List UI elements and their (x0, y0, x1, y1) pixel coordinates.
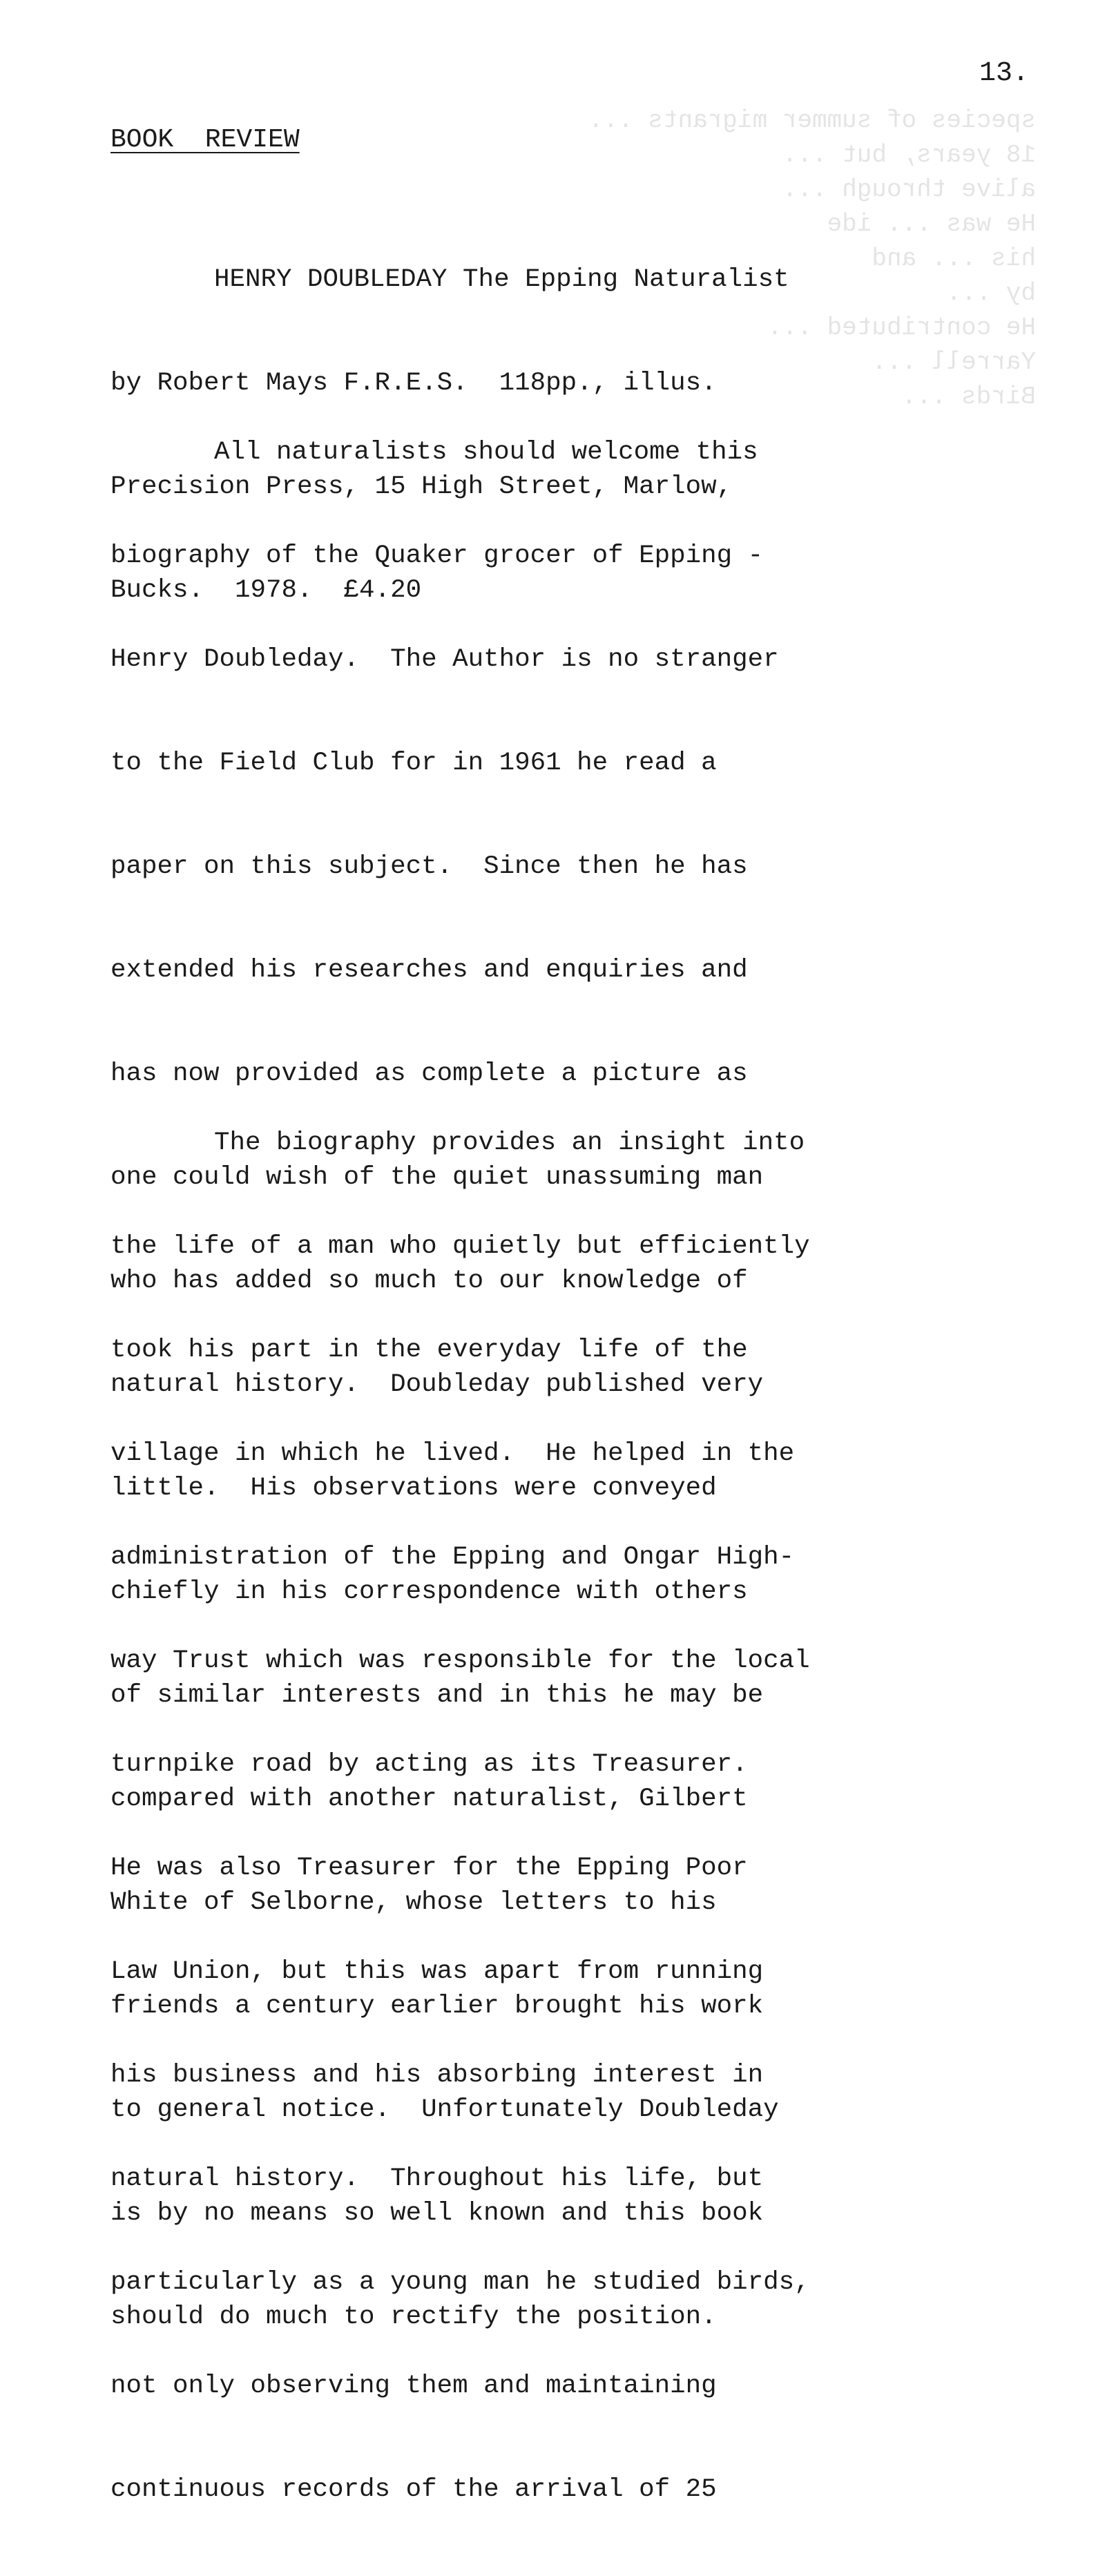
paragraph-line: friends a century earlier brought his work (110, 1992, 764, 2021)
citation-line: by Robert Mays F.R.E.S. 118pp., illus. (110, 369, 717, 398)
paragraph-line: chiefly in his correspondence with others (110, 1577, 748, 1606)
paragraph-line: who has added so much to our knowledge of (110, 1267, 748, 1296)
citation-line: Precision Press, 15 High Street, Marlow, (110, 472, 733, 501)
citation-line: Bucks. 1978. £4.20 (110, 576, 422, 605)
citation-line: HENRY DOUBLEDAY The Epping Naturalist (214, 265, 789, 294)
paragraph-line: natural history. Doubleday published very (110, 1370, 764, 1399)
paragraph-line: is by no means so well known and this book (110, 2199, 764, 2228)
paragraph-line: administration of the Epping and Ongar High- (110, 1543, 795, 1572)
paragraph-line: took his part in the everyday life of the (110, 1336, 748, 1365)
page-number: 13. (979, 58, 1029, 89)
paragraph-line: one could wish of the quiet unassuming man (110, 1163, 764, 1192)
paragraph-line: village in which he lived. He helped in the (110, 1439, 795, 1468)
paragraph-line: extended his researches and enquiries and (110, 956, 748, 985)
paragraph-line: compared with another naturalist, Gilbert (110, 1785, 748, 1814)
paragraph-line: turnpike road by acting as its Treasurer. (110, 1750, 748, 1779)
paragraph-line: should do much to rectify the position. (110, 2303, 717, 2332)
paragraph-line: The biography provides an insight into (214, 1128, 805, 1157)
paragraph-line: Henry Doubleday. The Author is no stranger (110, 645, 779, 674)
paragraph-line: of similar interests and in this he may be (110, 1681, 764, 1710)
paragraph-line: particularly as a young man he studied birds, (110, 2268, 810, 2297)
paragraph-line: continuous records of the arrival of 25 (110, 2475, 717, 2504)
paragraph-line: the life of a man who quietly but efficiently (110, 1232, 810, 1261)
paragraph-line: his business and his absorbing interest in (110, 2061, 764, 2090)
show-through-from-reverse-side: species of summer migrants ... 18 years, but ... alive through ... He was ... ide his ... and by ... He contributed ... Yarrell ... Birds ... (588, 106, 1036, 411)
paragraph-line: biography of the Quaker grocer of Epping - (110, 541, 764, 570)
section-heading: BOOK REVIEW (110, 125, 300, 155)
paragraph-line: White of Selborne, whose letters to his (110, 1888, 717, 1917)
review-paragraph-2 (110, 1057, 810, 2576)
paragraph-line: paper on this subject. Since then he has (110, 852, 748, 881)
paragraph-line: to the Field Club for in 1961 he read a (110, 749, 717, 778)
paragraph-line: He was also Treasurer for the Epping Poor (110, 1854, 748, 1883)
paragraph-line: to general notice. Unfortunately Doubleday (110, 2095, 779, 2124)
paragraph-line: little. His observations were conveyed (110, 1474, 717, 1503)
paragraph-line: natural history. Throughout his life, but (110, 2164, 764, 2193)
paragraph-line: All naturalists should welcome this (214, 438, 758, 467)
paragraph-line: not only observing them and maintaining (110, 2372, 717, 2401)
paragraph-line: has now provided as complete a picture as (110, 1059, 748, 1088)
paragraph-line: way Trust which was responsible for the local (110, 1646, 810, 1675)
paragraph-line: Law Union, but this was apart from running (110, 1957, 764, 1986)
